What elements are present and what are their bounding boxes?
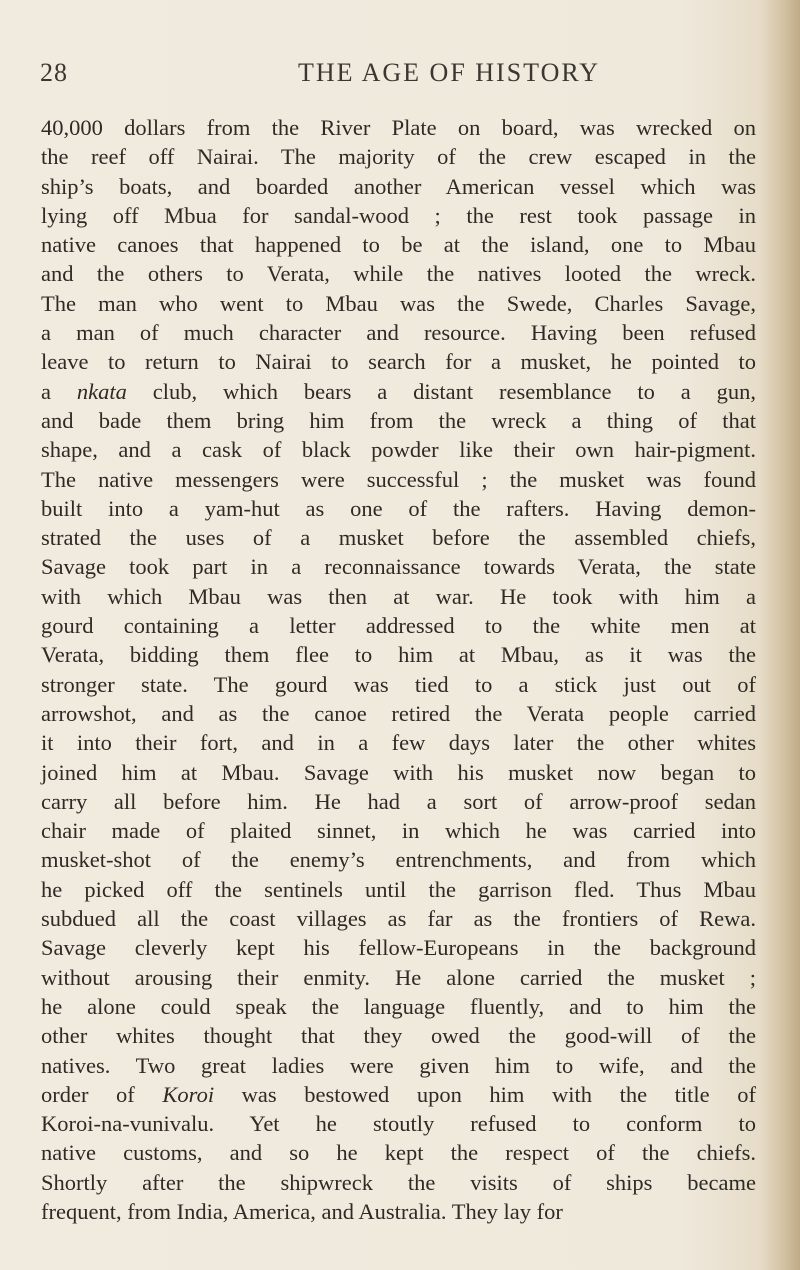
text-segment: The man who went to Mbau was the Swede, Charles Savage, [41,290,756,316]
text-segment: gourd containing a letter addressed to the white men at [41,613,756,639]
text-line [41,963,756,992]
text-line [41,201,756,230]
text-line [41,435,756,464]
text-segment: with which Mbau was then at war. He took with him a [41,583,756,609]
text-line [41,875,756,904]
text-line [41,494,756,523]
text-segment: he alone could speak the language fluently, and to him the [41,993,756,1019]
text-segment: it into their fort, and in a few days later the other whites [41,730,756,756]
text-line [41,172,756,201]
text-line [41,816,756,845]
text-segment: natives. Two great ladies were given him to wife, and the [41,1052,756,1078]
text-line [41,611,756,640]
text-segment: Savage took part in a reconnaissance towards Verata, the state [41,554,756,580]
text-line [41,933,756,962]
text-segment: shape, and a cask of black powder like their own hair-pigment. [41,437,756,463]
body-text [41,113,756,1226]
text-line [41,787,756,816]
text-segment: chair made of plaited sinnet, in which he was carried into [41,818,756,844]
text-line [41,523,756,552]
text-line [41,640,756,669]
text-segment: built into a yam-hut as one of the rafters. Having demon- [41,495,756,521]
text-segment: frequent, from India, America, and Australia. They lay for [41,1198,563,1224]
text-segment: ship’s boats, and boarded another American vessel which was [41,173,756,199]
text-line [41,1109,756,1138]
text-line [41,992,756,1021]
text-line [41,230,756,259]
text-line [41,1080,756,1109]
text-segment: he picked off the sentinels until the garrison fled. Thus Mbau [41,876,756,902]
text-segment: a man of much character and resource. Having been refused [41,320,756,346]
text-segment: other whites thought that they owed the good-will of the [41,1023,756,1049]
text-segment: 40,000 dollars from the River Plate on board, was wrecked on [41,115,756,140]
text-segment: and the others to Verata, while the natives looted the wreck. [41,261,756,287]
text-line [41,845,756,874]
text-line [41,1021,756,1050]
text-segment: Verata, bidding them flee to him at Mbau, as it was the [41,642,756,668]
text-segment: Savage cleverly kept his fellow-Europeans in the background [41,935,756,961]
text-segment: Koroi-na-vunivalu. Yet he stoutly refused to conform to [41,1111,756,1137]
text-line [41,318,756,347]
running-head: THE AGE OF HISTORY [298,58,601,87]
text-segment: subdued all the coast villages as far as the frontiers of Rewa. [41,906,756,932]
text-segment: without arousing their enmity. He alone carried the musket ; [41,964,756,990]
text-segment: and bade them bring him from the wreck a thing of that [41,407,756,433]
text-line [41,670,756,699]
text-line [41,1168,756,1197]
text-segment: Shortly after the shipwreck the visits of ships became [41,1169,756,1195]
text-segment: the reef off Nairai. The majority of the crew escaped in the [41,144,756,170]
text-segment: strated the uses of a musket before the assembled chiefs, [41,525,756,551]
page-number: 28 [40,58,68,87]
italic-term: nkata [76,378,127,404]
text-segment: native customs, and so he kept the respect of the chiefs. [41,1140,756,1166]
text-line [41,113,756,142]
text-line [41,582,756,611]
text-segment: a [41,378,77,404]
text-line [41,728,756,757]
text-line [41,347,756,376]
text-segment: lying off Mbua for sandal-wood ; the rest took passage in [41,202,756,228]
text-line [41,142,756,171]
text-segment: leave to return to Nairai to search for a musket, he pointed to [41,349,756,375]
text-line [41,904,756,933]
text-line [41,406,756,435]
text-segment: native canoes that happened to be at the island, one to Mbau [41,232,756,258]
text-line [41,259,756,288]
text-line [41,1197,756,1226]
text-line [41,699,756,728]
text-segment: stronger state. The gourd was tied to a stick just out of [41,671,756,697]
page-edge-shadow [760,0,800,1270]
text-segment: joined him at Mbau. Savage with his musket now began to [41,759,756,785]
text-line [41,1138,756,1167]
text-segment: arrowshot, and as the canoe retired the Verata people carried [41,700,756,726]
text-line [41,289,756,318]
text-segment: order of [41,1081,163,1107]
italic-term: Koroi [162,1081,215,1107]
text-line [41,758,756,787]
text-line [41,377,756,406]
text-line [41,552,756,581]
text-segment: musket-shot of the enemy’s entrenchments, and from which [41,847,756,873]
text-segment: The native messengers were successful ; the musket was found [41,466,756,492]
text-segment: was bestowed upon him with the title of [214,1081,757,1107]
page-header [40,58,760,98]
text-segment: carry all before him. He had a sort of arrow-proof sedan [41,788,756,814]
text-segment: club, which bears a distant resemblance to a gun, [126,378,756,404]
text-line [41,1051,756,1080]
text-line [41,465,756,494]
